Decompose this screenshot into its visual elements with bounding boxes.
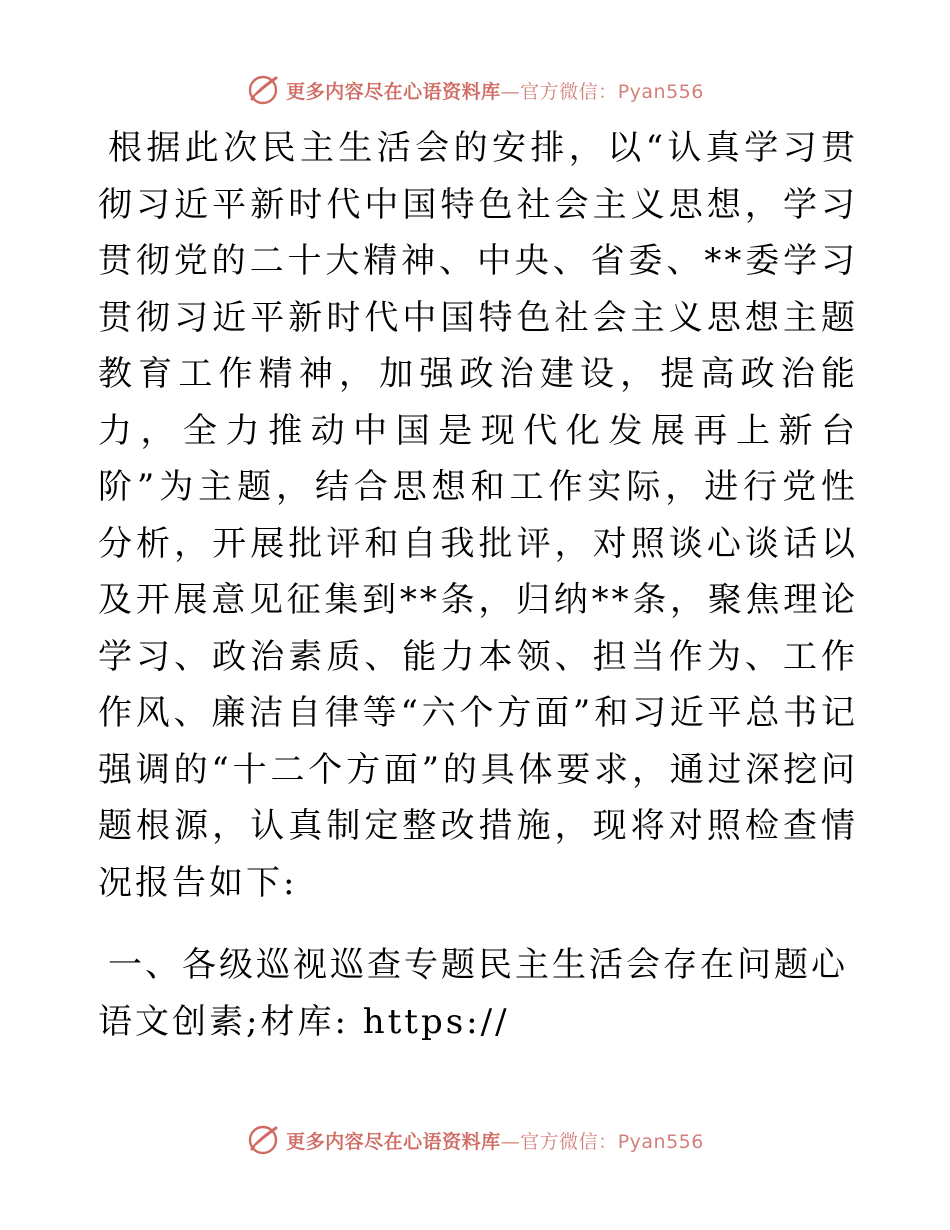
document-body [98,120,858,1050]
watermark-wechat-id: Pyan556 [617,1130,704,1153]
header-watermark [0,70,950,110]
watermark-text [286,1127,704,1154]
brush-pen-circle-icon [246,1123,280,1157]
watermark-brand: 更多内容尽在心语资料库 [286,1130,501,1153]
watermark-wechat-label: 官方微信： [520,1130,618,1153]
intro-paragraph: 根据此次民主生活会的安排，以“认真学习贯彻习近平新时代中国特色社会主义思想，学习贯彻党的二十大精神、中央、省委、**委学习贯彻习近平新时代中国特色社会主义思想主题教育工作精神，加强政治建设，提高政治能力，全力推动中国是现代化发展再上新台阶”为主题，结合思想和工作实际，进行党性分析，开展批评和自我批评，对照谈心谈话以及开展意见征集到**条，归纳**条，聚焦理论学习、政治素质、能力本领、担当作为、工作作风、廉洁自律等“六个方面”和习近平总书记强调的“十二个方面”的具体要求，通过深挖问题根源，认真制定整改措施，现将对照检查情况报告如下: [98,128,858,903]
section-heading-1: 一、各级巡视巡查专题民主生活会存在问题心语文创素;材库: https:// [98,945,848,1042]
watermark-brand: 更多内容尽在心语资料库 [286,80,501,103]
footer-watermark [0,1120,950,1160]
watermark-separator: — [500,1130,521,1153]
watermark-text [286,77,704,104]
watermark-wechat-label: 官方微信： [520,80,618,103]
watermark-wechat-id: Pyan556 [617,80,704,103]
watermark-separator: — [500,80,521,103]
brush-pen-circle-icon [246,73,280,107]
